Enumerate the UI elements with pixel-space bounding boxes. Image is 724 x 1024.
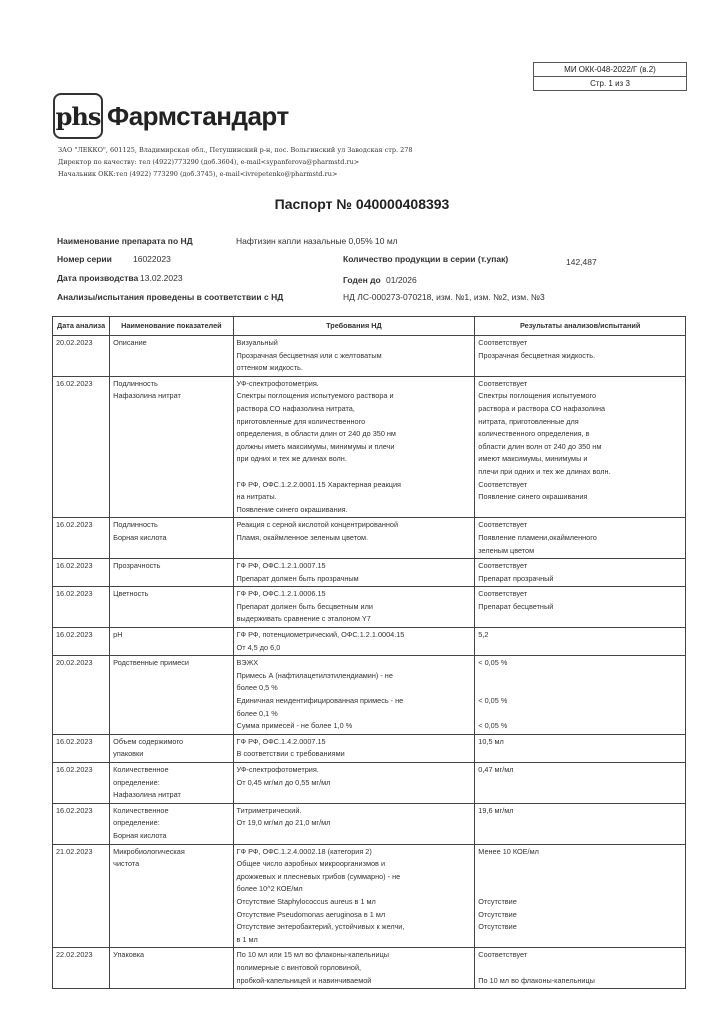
cell-indicator-line: Борная кислота <box>113 532 167 542</box>
cell-results-line: < 0,05 % <box>478 658 508 668</box>
analysis-results-table <box>52 316 686 989</box>
document-code: МИ ОКК-048-2022/Г (в.2) <box>564 65 656 74</box>
cell-results-line: < 0,05 % <box>478 721 508 731</box>
cell-requirements-line: Пламя, окаймленное зеленым цветом. <box>236 532 369 542</box>
cell-indicator-line: Нафазолина нитрат <box>113 391 181 401</box>
cell-indicator <box>110 628 233 656</box>
table-row <box>53 844 686 948</box>
cell-results <box>475 763 686 804</box>
cell-results-line: зеленым цветом <box>478 545 535 555</box>
cell-requirements-line <box>237 466 472 479</box>
cell-date: 16.02.2023 <box>53 628 110 656</box>
cell-requirements-line: Препарат должен быть прозрачным <box>236 573 359 583</box>
cell-results <box>475 587 686 628</box>
company-address: ЗАО "ЛЕККО", 601125, Владимирская обл., Петушинский р-н, пос. Вольгинский ул Заводская стр. 278 <box>58 146 413 154</box>
cell-requirements-line: Отсутствие Staphylococcus aureus в 1 мл <box>236 896 376 906</box>
cell-results-line: Появление пламени,окаймленного <box>478 532 597 542</box>
header-indicator: Наименование показателей <box>110 317 233 336</box>
cell-date: 16.02.2023 <box>53 803 110 844</box>
cell-date: 22.02.2023 <box>53 948 110 989</box>
cell-indicator-line: Микробиологическая <box>113 846 185 856</box>
cell-date: 16.02.2023 <box>53 763 110 804</box>
cell-requirements-line: выдерживать сравнение с эталоном Y7 <box>236 614 371 624</box>
cell-requirements-line: Примесь А (нафтилацетилэтилендиамин) - не <box>236 670 393 680</box>
cell-requirements-line: Общее число аэробных микроорганизмов и <box>236 859 386 869</box>
cell-indicator <box>110 844 233 948</box>
tests-label: Анализы/испытания проведены в соответствии с НД <box>57 292 284 302</box>
cell-indicator-line: pH <box>113 630 123 640</box>
cell-requirements <box>233 336 475 377</box>
cell-results-line <box>478 871 682 884</box>
cell-requirements-line: ГФ РФ, потенциометрический, ОФС.1.2.1.0004.15 <box>236 630 405 640</box>
table-row <box>53 336 686 377</box>
cell-indicator <box>110 734 233 762</box>
cell-indicator-line: определение: <box>113 777 160 787</box>
cell-requirements-line: Единичная неидентифицированная примесь - не <box>236 696 404 706</box>
cell-requirements-line: Реакция с серной кислотой концентрированной <box>236 520 399 530</box>
cell-results-line: Соответствует <box>478 378 528 388</box>
qa-director-contact: Директор по качеству: тел (4922)773290 (доб.3604), e-mail<sypanferova@pharmstd.ru> <box>58 158 360 166</box>
cell-results-line: Соответствует <box>478 589 528 599</box>
cell-requirements-line: Препарат должен быть бесцветным или <box>236 601 373 611</box>
cell-requirements <box>233 803 475 844</box>
header-requirements: Требования НД <box>233 317 475 336</box>
cell-results-line: Спектры поглощения испытуемого <box>478 391 597 401</box>
cell-indicator-line: Подлинность <box>113 520 158 530</box>
cell-indicator-line: Описание <box>113 338 147 347</box>
cell-requirements-line: дрожжевых и плесневых грибов (суммарно) - не <box>236 871 401 881</box>
quantity-label: Количество продукции в серии (т.упак) <box>343 254 509 264</box>
cell-requirements-line: Сумма примесей - не более 1,0 % <box>236 721 353 731</box>
cell-requirements <box>233 948 475 989</box>
cell-requirements-line: полимерные с винтовой горловиной, <box>236 962 362 972</box>
company-logo <box>53 93 289 139</box>
header-date: Дата анализа <box>53 317 110 336</box>
quantity-value: 142,487 <box>566 257 597 267</box>
cell-indicator <box>110 763 233 804</box>
cell-results-line: < 0,05 % <box>478 696 508 706</box>
cell-requirements <box>233 763 475 804</box>
cell-results-line: Соответствует <box>478 479 528 489</box>
cell-requirements-line: От 4,5 до 6,0 <box>236 642 281 652</box>
cell-indicator-line: Количественное <box>113 765 169 774</box>
cell-indicator-line: упаковки <box>113 749 144 759</box>
cell-results-line <box>478 708 682 721</box>
cell-results-line <box>478 670 682 683</box>
cell-indicator <box>110 803 233 844</box>
cell-requirements-line: УФ-спектрофотометрия. <box>236 378 319 388</box>
cell-indicator <box>110 376 233 518</box>
table-row <box>53 376 686 518</box>
cell-requirements-line: более 0,5 % <box>236 683 278 693</box>
cell-requirements <box>233 559 475 587</box>
expiry-value: 01/2026 <box>386 275 417 285</box>
table-row <box>53 559 686 587</box>
cell-results-line: Соответствует <box>478 520 528 530</box>
cell-results <box>475 656 686 735</box>
qc-head-contact: Начальник ОКК:тел (4922) 773290 (доб.3745), e-mail<ivrepetenko@pharmstd.ru> <box>58 170 338 178</box>
cell-results-line: имеют максимумы, минимумы и <box>478 454 588 464</box>
cell-requirements-line: Визуальный <box>236 338 278 347</box>
cell-indicator-line: Подлинность <box>113 378 158 388</box>
cell-requirements-line: на нитраты. <box>236 492 277 502</box>
cell-indicator-line: Количественное <box>113 805 169 815</box>
cell-results-line: 0,47 мг/мл <box>478 765 514 774</box>
cell-results-line <box>478 883 682 896</box>
cell-results-line: Препарат бесцветный <box>478 601 554 611</box>
logo-mark: phs <box>53 93 103 139</box>
cell-results-line: Появление синего окрашивания <box>478 492 588 502</box>
cell-indicator <box>110 336 233 377</box>
cell-results-line: Отсутствие <box>478 909 517 919</box>
expiry-label: Годен до <box>343 275 381 285</box>
cell-date: 20.02.2023 <box>53 656 110 735</box>
cell-results-line: нитрата, приготовленные для <box>478 416 579 426</box>
cell-indicator-line: Цветность <box>113 589 149 599</box>
cell-date: 16.02.2023 <box>53 518 110 559</box>
table-row <box>53 628 686 656</box>
cell-results-line: Соответствует <box>478 338 528 347</box>
cell-requirements-line: оттенком жидкость. <box>236 363 303 373</box>
cell-requirements-line: ГФ РФ, ОФС.1.2.2.0001.15 Характерная реакция <box>236 479 401 489</box>
cell-results <box>475 734 686 762</box>
cell-results-line: По 10 мл во флаконы-капельницы <box>478 975 595 985</box>
cell-indicator-line: Нафазолина нитрат <box>113 790 181 800</box>
cell-indicator-line: Упаковка <box>113 950 145 960</box>
cell-results-line: плечи при одних и тех же длинах волн. <box>478 466 611 476</box>
product-value: Нафтизин капли назальные 0,05% 10 мл <box>236 236 398 246</box>
table-row <box>53 948 686 989</box>
cell-requirements-line: пробкой-капельницей и навинчиваемой <box>236 975 372 985</box>
cell-requirements-line: более 10^2 КОЕ/мл <box>236 884 303 894</box>
cell-date: 16.02.2023 <box>53 376 110 518</box>
cell-requirements-line: В соответствии с требованиями <box>236 749 345 759</box>
cell-indicator <box>110 656 233 735</box>
cell-requirements-line: приготовленные для количественного <box>236 416 366 426</box>
cell-requirements-line: ГФ РФ, ОФС.1.2.4.0002.18 (категория 2) <box>236 846 372 856</box>
production-date-value: 13.02.2023 <box>140 273 183 283</box>
cell-indicator-line: Родственные примеси <box>113 658 189 668</box>
cell-date: 16.02.2023 <box>53 559 110 587</box>
cell-results-line <box>478 682 682 695</box>
cell-results-line: 19,6 мг/мл <box>478 805 514 815</box>
cell-results-line: Соответствует <box>478 950 528 960</box>
cell-requirements-line: От 0,45 мг/мл до 0,55 мг/мл <box>236 777 331 787</box>
table-row <box>53 763 686 804</box>
cell-indicator-line: чистота <box>113 859 140 869</box>
cell-results <box>475 376 686 518</box>
cell-date: 21.02.2023 <box>53 844 110 948</box>
cell-results-line: Соответствует <box>478 561 528 571</box>
cell-results-line: Менее 10 КОЕ/мл <box>478 846 539 856</box>
cell-requirements-line: должны иметь максимумы, минимумы и плечи <box>236 441 395 451</box>
cell-results-line: Прозрачная бесцветная жидкость. <box>478 350 596 360</box>
cell-requirements-line: в 1 мл <box>236 934 258 944</box>
cell-indicator-line: Прозрачность <box>113 561 161 571</box>
cell-results-line: области длин волн от 240 до 350 нм <box>478 441 602 451</box>
table-row <box>53 803 686 844</box>
cell-requirements <box>233 734 475 762</box>
cell-results <box>475 518 686 559</box>
cell-indicator <box>110 518 233 559</box>
batch-label: Номер серии <box>57 254 112 264</box>
cell-requirements-line: От 19,0 мг/мл до 21,0 мг/мл <box>236 818 331 828</box>
page-title: Паспорт № 040000408393 <box>274 196 450 212</box>
cell-indicator-line: определение: <box>113 818 160 828</box>
cell-requirements-line: По 10 мл или 15 мл во флаконы-капельницы <box>236 950 390 960</box>
table-row <box>53 518 686 559</box>
table-header-row <box>53 317 686 336</box>
production-date-label: Дата производства <box>57 273 139 283</box>
cell-results <box>475 803 686 844</box>
cell-indicator <box>110 559 233 587</box>
cell-requirements <box>233 844 475 948</box>
tests-value: НД ЛС-000273-070218, изм. №1, изм. №2, изм. №3 <box>343 292 545 302</box>
cell-results-line: 10,5 мл <box>478 736 504 746</box>
cell-indicator-line: Борная кислота <box>113 830 167 840</box>
cell-requirements <box>233 518 475 559</box>
cell-results-line: Препарат прозрачный <box>478 573 554 583</box>
page-number: Стр. 1 из 3 <box>534 76 686 90</box>
cell-results <box>475 844 686 948</box>
cell-requirements-line: определения, в области длин от 240 до 350 нм <box>236 429 396 439</box>
cell-requirements-line: ГФ РФ, ОФС.1.2.1.0007.15 <box>236 561 326 571</box>
cell-requirements-line: Появление синего окрашивания. <box>236 504 348 514</box>
document-code-box <box>533 62 687 91</box>
cell-requirements <box>233 587 475 628</box>
cell-indicator <box>110 948 233 989</box>
product-label: Наименование препарата по НД <box>57 236 193 246</box>
cell-results-line: 5,2 <box>478 630 489 640</box>
cell-requirements-line: УФ-спектрофотометрия. <box>236 765 319 774</box>
cell-requirements-line: более 0,1 % <box>236 708 278 718</box>
table-row <box>53 734 686 762</box>
cell-results-line <box>478 858 682 871</box>
table-body <box>53 336 686 989</box>
cell-results-line: раствора и раствора СО нафазолина <box>478 403 606 413</box>
cell-requirements-line: ГФ РФ, ОФС.1.2.1.0006.15 <box>236 589 326 599</box>
cell-results-line: Отсутствие <box>478 896 517 906</box>
cell-indicator-line: Объем содержимого <box>113 736 184 746</box>
cell-results <box>475 559 686 587</box>
cell-date: 16.02.2023 <box>53 734 110 762</box>
cell-requirements-line: Отсутствие Pseudomonas aeruginosa в 1 мл <box>236 909 386 919</box>
table-row <box>53 656 686 735</box>
logo-name: Фармстандарт <box>107 100 289 131</box>
cell-date: 16.02.2023 <box>53 587 110 628</box>
company-contacts <box>58 144 413 180</box>
cell-results <box>475 336 686 377</box>
cell-requirements <box>233 376 475 518</box>
cell-requirements-line: Отсутствие энтеробактерий, устойчивых к желчи, <box>236 922 405 932</box>
cell-requirements <box>233 656 475 735</box>
cell-date: 20.02.2023 <box>53 336 110 377</box>
cell-requirements-line: раствора СО нафазолина нитрата, <box>236 403 355 413</box>
cell-requirements-line: при одних и тех же длинах волн. <box>236 454 347 464</box>
header-results: Результаты анализов/испытаний <box>475 317 686 336</box>
cell-results <box>475 628 686 656</box>
cell-requirements-line: ГФ РФ, ОФС.1.4.2.0007.15 <box>236 736 326 746</box>
cell-requirements-line: Титриметрический. <box>236 805 302 815</box>
cell-requirements-line: ВЭЖХ <box>236 658 259 668</box>
cell-requirements-line: Прозрачная бесцветная или с желтоватым <box>236 350 382 360</box>
cell-results-line: Отсутствие <box>478 922 517 932</box>
cell-results-line: количественного определения, в <box>478 429 590 439</box>
cell-results-line <box>478 962 682 975</box>
cell-indicator <box>110 587 233 628</box>
cell-requirements-line: Спектры поглощения испытуемого раствора и <box>236 391 394 401</box>
cell-results <box>475 948 686 989</box>
batch-value: 16022023 <box>133 254 171 264</box>
table-row <box>53 587 686 628</box>
cell-requirements <box>233 628 475 656</box>
